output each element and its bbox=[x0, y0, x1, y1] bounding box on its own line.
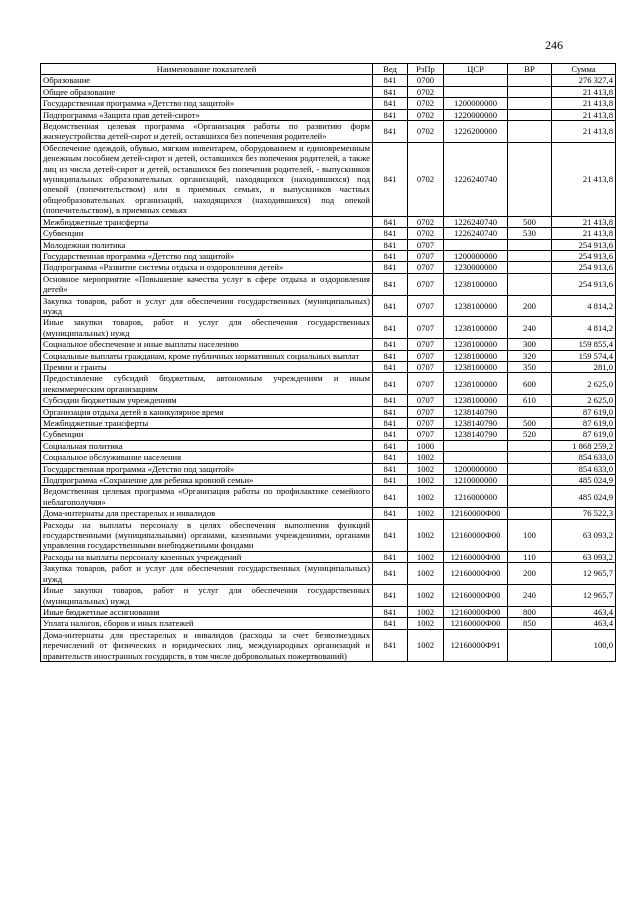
table-row bbox=[41, 508, 616, 519]
row-name: Расходы на выплаты персоналу казенных учреждений bbox=[41, 551, 373, 562]
row-vr bbox=[508, 98, 552, 109]
row-sum: 12 965,7 bbox=[552, 585, 616, 607]
row-csr: 12160000Ф00 bbox=[444, 563, 508, 585]
table-row bbox=[41, 606, 616, 617]
row-vr bbox=[508, 486, 552, 508]
table-row bbox=[41, 239, 616, 250]
row-rzpr: 0707 bbox=[408, 406, 444, 417]
row-sum: 485 024,9 bbox=[552, 486, 616, 508]
row-rzpr: 0702 bbox=[408, 216, 444, 227]
row-vr: 200 bbox=[508, 295, 552, 317]
row-csr: 12160000Ф00 bbox=[444, 551, 508, 562]
row-sum: 21 413,8 bbox=[552, 86, 616, 97]
row-rzpr: 1002 bbox=[408, 563, 444, 585]
row-sum: 21 413,8 bbox=[552, 121, 616, 143]
row-vr: 100 bbox=[508, 519, 552, 551]
header-sum: Сумма bbox=[552, 64, 616, 75]
row-name: Государственная программа «Детство под защитой» bbox=[41, 250, 373, 261]
row-csr bbox=[444, 239, 508, 250]
row-ved: 841 bbox=[373, 361, 408, 372]
row-ved: 841 bbox=[373, 295, 408, 317]
table-row bbox=[41, 339, 616, 350]
row-vr bbox=[508, 508, 552, 519]
row-ved: 841 bbox=[373, 250, 408, 261]
budget-table bbox=[40, 63, 616, 662]
table-row bbox=[41, 395, 616, 406]
row-ved: 841 bbox=[373, 109, 408, 120]
row-ved: 841 bbox=[373, 629, 408, 661]
row-rzpr: 0707 bbox=[408, 339, 444, 350]
table-row bbox=[41, 109, 616, 120]
row-rzpr: 0702 bbox=[408, 121, 444, 143]
row-csr bbox=[444, 75, 508, 86]
row-sum: 463,4 bbox=[552, 606, 616, 617]
row-ved: 841 bbox=[373, 273, 408, 295]
row-name: Субвенции bbox=[41, 429, 373, 440]
row-ved: 841 bbox=[373, 317, 408, 339]
row-rzpr: 0707 bbox=[408, 262, 444, 273]
row-csr bbox=[444, 452, 508, 463]
row-sum: 159 855,4 bbox=[552, 339, 616, 350]
row-ved: 841 bbox=[373, 373, 408, 395]
row-vr bbox=[508, 463, 552, 474]
row-sum: 21 413,8 bbox=[552, 109, 616, 120]
row-vr: 500 bbox=[508, 418, 552, 429]
row-vr: 240 bbox=[508, 317, 552, 339]
row-ved: 841 bbox=[373, 618, 408, 629]
table-row bbox=[41, 273, 616, 295]
table-row bbox=[41, 406, 616, 417]
row-sum: 4 814,2 bbox=[552, 295, 616, 317]
table-row bbox=[41, 551, 616, 562]
row-name: Молодежная политика bbox=[41, 239, 373, 250]
row-vr bbox=[508, 629, 552, 661]
row-name: Ведомственная целевая программа «Организация работы по развитию форм жизнеустройства детей-сирот и детей, оставшихся без попечения родителей» bbox=[41, 121, 373, 143]
table-row bbox=[41, 475, 616, 486]
row-csr: 1226200000 bbox=[444, 121, 508, 143]
row-rzpr: 1002 bbox=[408, 508, 444, 519]
row-csr: 1238100000 bbox=[444, 361, 508, 372]
row-sum: 281,0 bbox=[552, 361, 616, 372]
row-name: Основное мероприятие «Повышение качества услуг в сфере отдыха и оздоровления детей» bbox=[41, 273, 373, 295]
table-row bbox=[41, 361, 616, 372]
row-rzpr: 0707 bbox=[408, 395, 444, 406]
row-ved: 841 bbox=[373, 508, 408, 519]
row-ved: 841 bbox=[373, 486, 408, 508]
row-vr: 350 bbox=[508, 361, 552, 372]
row-sum: 854 633,0 bbox=[552, 452, 616, 463]
table-row bbox=[41, 618, 616, 629]
row-ved: 841 bbox=[373, 75, 408, 86]
row-ved: 841 bbox=[373, 228, 408, 239]
row-csr: 1238100000 bbox=[444, 395, 508, 406]
row-name: Дома-интернаты для престарелых и инвалидов (расходы за счет безвозмездных перечислений от физических и юридических лиц, международных организаций и правительств иностранных государств, в том числе добровольных пожертвований) bbox=[41, 629, 373, 661]
row-csr: 1216000000 bbox=[444, 486, 508, 508]
row-sum: 4 814,2 bbox=[552, 317, 616, 339]
row-rzpr: 0707 bbox=[408, 239, 444, 250]
row-name: Подпрограмма «Защита прав детей-сирот» bbox=[41, 109, 373, 120]
table-row bbox=[41, 75, 616, 86]
row-rzpr: 1002 bbox=[408, 629, 444, 661]
row-ved: 841 bbox=[373, 440, 408, 451]
row-vr bbox=[508, 440, 552, 451]
row-name: Закупка товаров, работ и услуг для обеспечения государственных (муниципальных) нужд bbox=[41, 295, 373, 317]
row-rzpr: 1002 bbox=[408, 475, 444, 486]
table-row bbox=[41, 317, 616, 339]
row-name: Закупка товаров, работ и услуг для обеспечения государственных (муниципальных) нужд bbox=[41, 563, 373, 585]
row-sum: 254 913,6 bbox=[552, 273, 616, 295]
row-sum: 2 625,0 bbox=[552, 373, 616, 395]
row-rzpr: 0707 bbox=[408, 418, 444, 429]
row-vr: 500 bbox=[508, 216, 552, 227]
table-row bbox=[41, 350, 616, 361]
row-csr: 1238100000 bbox=[444, 350, 508, 361]
row-csr: 1220000000 bbox=[444, 109, 508, 120]
row-name: Иные закупки товаров, работ и услуг для обеспечения государственных (муниципальных) нужд bbox=[41, 317, 373, 339]
row-name: Подпрограмма «Сохранение для ребенка кровной семьи» bbox=[41, 475, 373, 486]
row-ved: 841 bbox=[373, 86, 408, 97]
row-sum: 87 619,0 bbox=[552, 406, 616, 417]
table-row bbox=[41, 452, 616, 463]
row-rzpr: 1002 bbox=[408, 486, 444, 508]
row-vr: 610 bbox=[508, 395, 552, 406]
row-vr bbox=[508, 109, 552, 120]
row-ved: 841 bbox=[373, 418, 408, 429]
page-number: 246 bbox=[545, 38, 563, 52]
row-sum: 1 868 259,2 bbox=[552, 440, 616, 451]
row-name: Иные бюджетные ассигнования bbox=[41, 606, 373, 617]
row-ved: 841 bbox=[373, 142, 408, 216]
row-csr: 1238100000 bbox=[444, 295, 508, 317]
row-sum: 159 574,4 bbox=[552, 350, 616, 361]
row-csr: 12160000Ф00 bbox=[444, 585, 508, 607]
row-name: Обеспечение одеждой, обувью, мягким инвентарем, оборудованием и единовременным денежным пособием детей-сирот и детей, оставшихся без попечения родителей, а также лиц из числа детей-сирот и детей, оставшихся без попечения родителей, - выпускников муниципальных образовательных организаций, находящихся (находившихся) под опекой (попечительством) или в приемных семьях, и выпускников частных общеобразовательных организаций, находящихся (находившихся) под опекой (попечительством), в приемных семьях bbox=[41, 142, 373, 216]
row-csr: 1238100000 bbox=[444, 339, 508, 350]
row-vr: 530 bbox=[508, 228, 552, 239]
row-sum: 276 327,4 bbox=[552, 75, 616, 86]
row-vr: 800 bbox=[508, 606, 552, 617]
row-csr: 1238140790 bbox=[444, 418, 508, 429]
row-sum: 21 413,8 bbox=[552, 216, 616, 227]
table-header-row bbox=[41, 64, 616, 75]
row-sum: 854 633,0 bbox=[552, 463, 616, 474]
row-name: Государственная программа «Детство под защитой» bbox=[41, 98, 373, 109]
row-name: Ведомственная целевая программа «Организация работы по профилактике семейного неблагополучия» bbox=[41, 486, 373, 508]
row-rzpr: 0707 bbox=[408, 429, 444, 440]
row-csr: 1238100000 bbox=[444, 317, 508, 339]
row-vr: 600 bbox=[508, 373, 552, 395]
table-row bbox=[41, 228, 616, 239]
row-sum: 254 913,6 bbox=[552, 250, 616, 261]
row-vr bbox=[508, 273, 552, 295]
row-sum: 63 093,2 bbox=[552, 551, 616, 562]
row-csr: 12160000Ф91 bbox=[444, 629, 508, 661]
row-vr: 320 bbox=[508, 350, 552, 361]
row-sum: 485 024,9 bbox=[552, 475, 616, 486]
row-csr: 1238140790 bbox=[444, 406, 508, 417]
row-vr bbox=[508, 121, 552, 143]
row-vr bbox=[508, 75, 552, 86]
table-row bbox=[41, 440, 616, 451]
row-ved: 841 bbox=[373, 463, 408, 474]
row-name: Иные закупки товаров, работ и услуг для обеспечения государственных (муниципальных) нужд bbox=[41, 585, 373, 607]
row-sum: 12 965,7 bbox=[552, 563, 616, 585]
row-vr bbox=[508, 250, 552, 261]
row-rzpr: 1002 bbox=[408, 585, 444, 607]
row-name: Межбюджетные трансферты bbox=[41, 418, 373, 429]
row-vr bbox=[508, 86, 552, 97]
row-csr: 1238140790 bbox=[444, 429, 508, 440]
row-sum: 254 913,6 bbox=[552, 239, 616, 250]
row-csr: 1200000000 bbox=[444, 98, 508, 109]
row-csr bbox=[444, 86, 508, 97]
table-row bbox=[41, 98, 616, 109]
header-rzpr: РзПр bbox=[408, 64, 444, 75]
row-vr: 110 bbox=[508, 551, 552, 562]
table-row bbox=[41, 262, 616, 273]
row-rzpr: 0702 bbox=[408, 109, 444, 120]
row-sum: 2 625,0 bbox=[552, 395, 616, 406]
row-name: Субвенции bbox=[41, 228, 373, 239]
row-sum: 21 413,8 bbox=[552, 142, 616, 216]
row-name: Организация отдыха детей в каникулярное время bbox=[41, 406, 373, 417]
table-row bbox=[41, 519, 616, 551]
row-vr bbox=[508, 262, 552, 273]
row-sum: 254 913,6 bbox=[552, 262, 616, 273]
row-ved: 841 bbox=[373, 121, 408, 143]
row-ved: 841 bbox=[373, 606, 408, 617]
row-rzpr: 0707 bbox=[408, 295, 444, 317]
row-rzpr: 0702 bbox=[408, 228, 444, 239]
row-csr: 12160000Ф00 bbox=[444, 519, 508, 551]
row-rzpr: 0702 bbox=[408, 98, 444, 109]
row-name: Государственная программа «Детство под защитой» bbox=[41, 463, 373, 474]
row-vr: 520 bbox=[508, 429, 552, 440]
row-csr: 1226240740 bbox=[444, 216, 508, 227]
row-rzpr: 0707 bbox=[408, 250, 444, 261]
row-name: Образование bbox=[41, 75, 373, 86]
row-sum: 21 413,8 bbox=[552, 228, 616, 239]
row-ved: 841 bbox=[373, 98, 408, 109]
row-rzpr: 0700 bbox=[408, 75, 444, 86]
row-csr: 1210000000 bbox=[444, 475, 508, 486]
row-name: Общее образование bbox=[41, 86, 373, 97]
row-rzpr: 1000 bbox=[408, 440, 444, 451]
row-ved: 841 bbox=[373, 406, 408, 417]
header-vr: ВР bbox=[508, 64, 552, 75]
row-name: Уплата налогов, сборов и иных платежей bbox=[41, 618, 373, 629]
row-csr: 1238100000 bbox=[444, 373, 508, 395]
table-row bbox=[41, 216, 616, 227]
row-sum: 463,4 bbox=[552, 618, 616, 629]
table-row bbox=[41, 585, 616, 607]
row-name: Социальное обеспечение и иные выплаты населению bbox=[41, 339, 373, 350]
row-vr bbox=[508, 475, 552, 486]
row-sum: 21 413,8 bbox=[552, 98, 616, 109]
row-ved: 841 bbox=[373, 262, 408, 273]
row-ved: 841 bbox=[373, 563, 408, 585]
row-rzpr: 1002 bbox=[408, 519, 444, 551]
row-rzpr: 0702 bbox=[408, 142, 444, 216]
row-ved: 841 bbox=[373, 551, 408, 562]
row-csr: 1230000000 bbox=[444, 262, 508, 273]
row-vr: 240 bbox=[508, 585, 552, 607]
row-vr bbox=[508, 239, 552, 250]
row-vr bbox=[508, 452, 552, 463]
table-row bbox=[41, 418, 616, 429]
row-name: Предоставление субсидий бюджетным, автономным учреждениям и иным некоммерческим организациям bbox=[41, 373, 373, 395]
header-name: Наименование показателей bbox=[41, 64, 373, 75]
row-rzpr: 0707 bbox=[408, 361, 444, 372]
row-csr: 12160000Ф00 bbox=[444, 508, 508, 519]
row-ved: 841 bbox=[373, 239, 408, 250]
table-row bbox=[41, 563, 616, 585]
row-sum: 76 522,3 bbox=[552, 508, 616, 519]
row-name: Социальная политика bbox=[41, 440, 373, 451]
table-row bbox=[41, 121, 616, 143]
row-name: Субсидии бюджетным учреждениям bbox=[41, 395, 373, 406]
table-row bbox=[41, 142, 616, 216]
row-rzpr: 0707 bbox=[408, 373, 444, 395]
row-ved: 841 bbox=[373, 475, 408, 486]
row-ved: 841 bbox=[373, 350, 408, 361]
row-name: Дома-интернаты для престарелых и инвалидов bbox=[41, 508, 373, 519]
row-rzpr: 1002 bbox=[408, 452, 444, 463]
row-name: Социальное обслуживание населения bbox=[41, 452, 373, 463]
row-csr bbox=[444, 440, 508, 451]
row-sum: 63 093,2 bbox=[552, 519, 616, 551]
row-rzpr: 0707 bbox=[408, 317, 444, 339]
header-csr: ЦСР bbox=[444, 64, 508, 75]
row-sum: 100,0 bbox=[552, 629, 616, 661]
row-csr: 1200000000 bbox=[444, 463, 508, 474]
row-vr: 200 bbox=[508, 563, 552, 585]
row-ved: 841 bbox=[373, 585, 408, 607]
header-ved: Вед bbox=[373, 64, 408, 75]
row-name: Подпрограмма «Развитие системы отдыха и оздоровления детей» bbox=[41, 262, 373, 273]
table-row bbox=[41, 629, 616, 661]
table-row bbox=[41, 373, 616, 395]
table-row bbox=[41, 250, 616, 261]
row-csr: 1226240740 bbox=[444, 142, 508, 216]
row-name: Премии и гранты bbox=[41, 361, 373, 372]
row-rzpr: 1002 bbox=[408, 606, 444, 617]
row-vr: 300 bbox=[508, 339, 552, 350]
table-row bbox=[41, 429, 616, 440]
row-ved: 841 bbox=[373, 216, 408, 227]
row-ved: 841 bbox=[373, 429, 408, 440]
row-vr: 850 bbox=[508, 618, 552, 629]
row-rzpr: 1002 bbox=[408, 463, 444, 474]
row-rzpr: 0702 bbox=[408, 86, 444, 97]
row-ved: 841 bbox=[373, 452, 408, 463]
row-name: Расходы на выплаты персоналу в целях обеспечения выполнения функций государственными (муниципальными) органами, казенными учреждениями, органами управления государственными внебюджетными фондами bbox=[41, 519, 373, 551]
row-csr: 12160000Ф00 bbox=[444, 618, 508, 629]
row-name: Социальные выплаты гражданам, кроме публичных нормативных социальных выплат bbox=[41, 350, 373, 361]
row-csr: 1238100000 bbox=[444, 273, 508, 295]
row-rzpr: 1002 bbox=[408, 618, 444, 629]
row-name: Межбюджетные трансферты bbox=[41, 216, 373, 227]
row-ved: 841 bbox=[373, 395, 408, 406]
table-row bbox=[41, 295, 616, 317]
row-sum: 87 619,0 bbox=[552, 429, 616, 440]
row-ved: 841 bbox=[373, 519, 408, 551]
row-csr: 1200000000 bbox=[444, 250, 508, 261]
row-ved: 841 bbox=[373, 339, 408, 350]
row-vr bbox=[508, 142, 552, 216]
row-rzpr: 0707 bbox=[408, 273, 444, 295]
row-csr: 1226240740 bbox=[444, 228, 508, 239]
table-row bbox=[41, 463, 616, 474]
row-sum: 87 619,0 bbox=[552, 418, 616, 429]
table-row bbox=[41, 86, 616, 97]
row-rzpr: 0707 bbox=[408, 350, 444, 361]
row-csr: 12160000Ф00 bbox=[444, 606, 508, 617]
row-vr bbox=[508, 406, 552, 417]
table-row bbox=[41, 486, 616, 508]
row-rzpr: 1002 bbox=[408, 551, 444, 562]
